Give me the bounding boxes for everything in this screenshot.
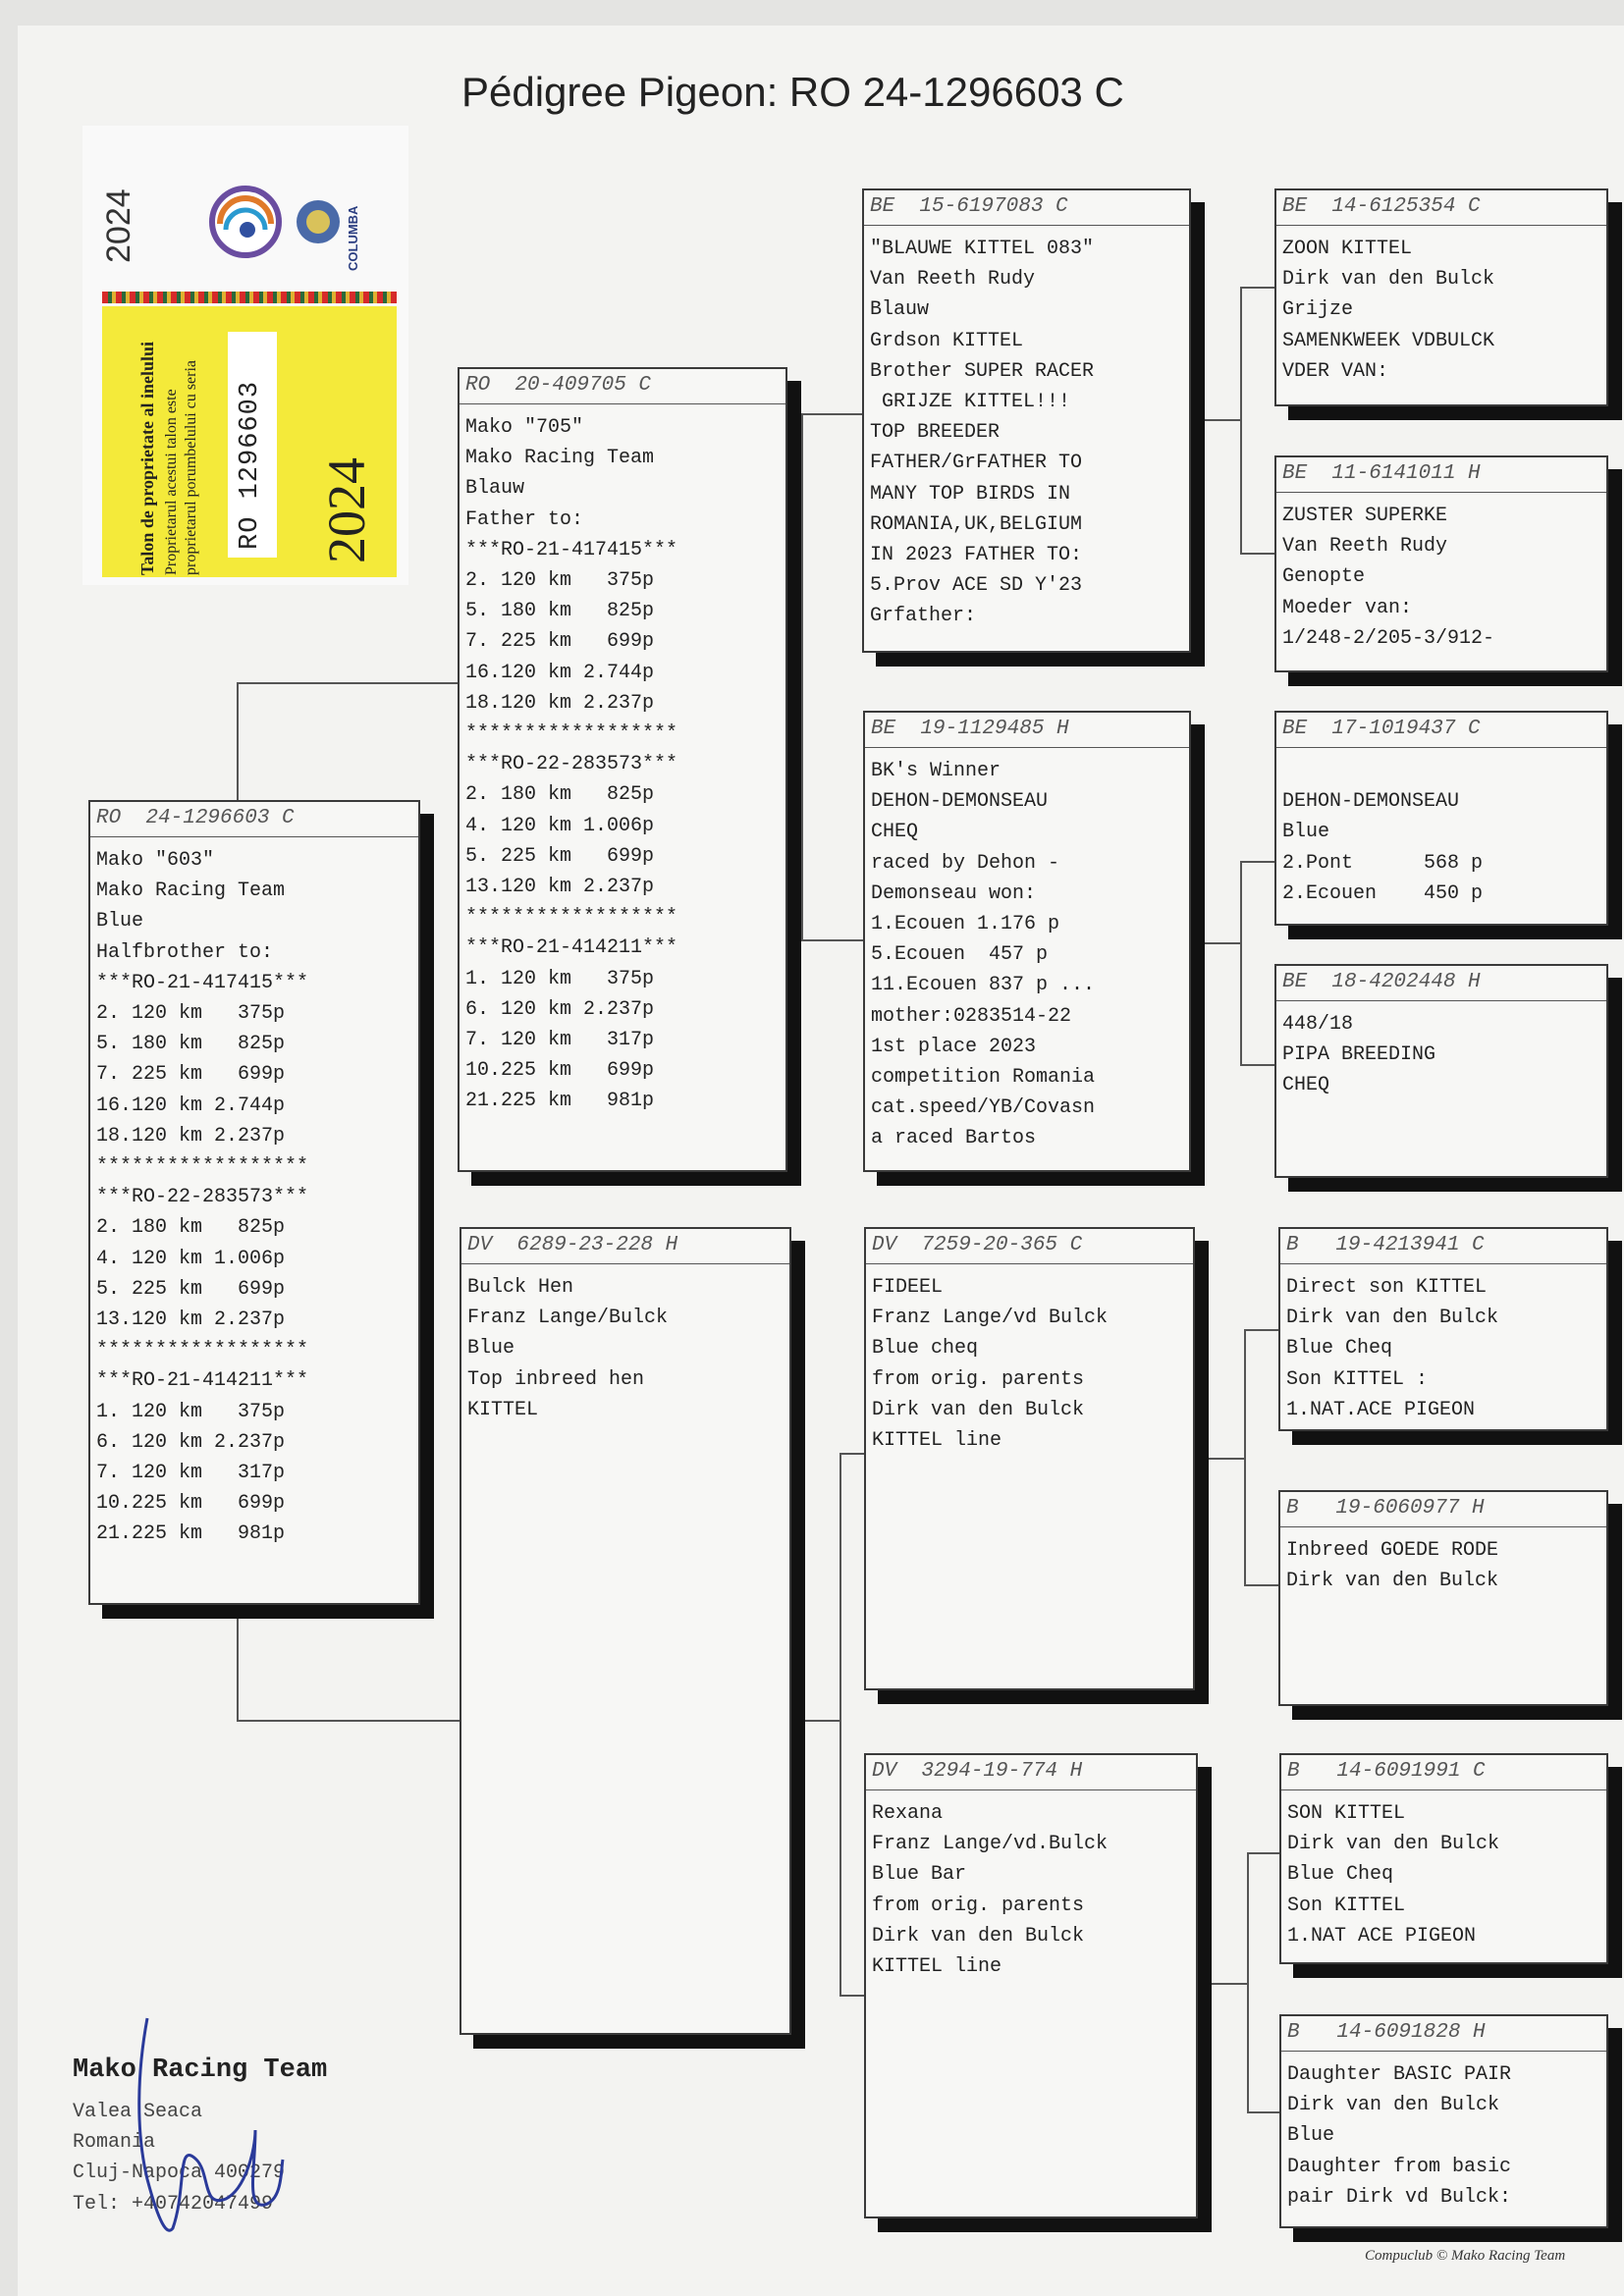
connector-line (839, 1995, 864, 1997)
pedigree-box-dam (460, 1227, 791, 2035)
connector-line (801, 413, 803, 941)
connector-line (237, 1606, 239, 1722)
connector-line (237, 1720, 460, 1722)
pigeon-details: ZOON KITTEL Dirk van den Bulck Grijze SAMENKWEEK VDBULCK VDER VAN: (1282, 238, 1495, 383)
ring-number: B 14-6091991 C (1281, 1755, 1606, 1790)
connector-line (839, 1453, 841, 1997)
connector-line (801, 413, 862, 415)
connector-line (1191, 942, 1240, 944)
breeder-address-line: Cluj-Napoca 400279 (73, 2162, 286, 2184)
ring-number: DV 7259-20-365 C (866, 1229, 1193, 1264)
pedigree-box-dam-sire (864, 1227, 1195, 1690)
connector-line (1198, 1983, 1247, 1985)
connector-line (237, 682, 239, 802)
tag-text-line3: proprietarul porumbelului cu seria (183, 359, 199, 575)
pedigree-box-dam-dam (864, 1753, 1198, 2218)
connector-line (1240, 1064, 1274, 1066)
connector-line (785, 680, 801, 682)
connector-line (1240, 287, 1242, 555)
pedigree-box-sdd (1274, 964, 1608, 1178)
ring-number: RO 24-1296603 C (90, 802, 418, 837)
pigeon-details: Daughter BASIC PAIR Dirk van den Bulck Blue Daughter from basic pair Dirk vd Bulck: (1287, 2063, 1512, 2209)
pedigree-box-dds (1279, 1753, 1608, 1964)
pedigree-box-ssd (1274, 455, 1608, 672)
connector-line (1195, 1458, 1244, 1460)
breeder-name: Mako Racing Team (73, 2056, 328, 2085)
pigeon-details: "BLAUWE KITTEL 083" Van Reeth Rudy Blauw Grdson KITTEL Brother SUPER RACER GRIJZE KITTEL!!! TOP BREEDER FATHER/GrFATHER TO MANY TOP BIRDS IN ROMANIA,UK,BELGIUM IN 2023 FATHER TO: 5.Prov ACE SD Y'23 Grfather: (870, 238, 1095, 628)
ring-number: B 14-6091828 H (1281, 2016, 1606, 2052)
connector-line (1244, 1329, 1278, 1331)
pigeon-details: ZUSTER SUPERKE Van Reeth Rudy Genopte Moeder van: 1/248-2/205-3/912- (1282, 505, 1495, 650)
ring-number: BE 19-1129485 H (865, 713, 1189, 748)
pigeon-details: 448/18 PIPA BREEDING CHEQ (1282, 1013, 1436, 1097)
pedigree-box-ddd (1279, 2014, 1608, 2228)
connector-line (801, 939, 863, 941)
ring-number: BE 11-6141011 H (1276, 457, 1606, 493)
footer-credit: Compuclub © Mako Racing Team (1365, 2248, 1566, 2264)
pedigree-box-sire-sire (862, 188, 1191, 653)
connector-line (1247, 1852, 1249, 2113)
ring-number: B 19-4213941 C (1280, 1229, 1606, 1264)
connector-line (791, 1720, 839, 1722)
pedigree-box-dsd (1278, 1490, 1608, 1706)
pigeon-details: Mako "705" Mako Racing Team Blauw Father to: ***RO-21-417415*** 2. 120 km 375p 5. 180 km 825p 7. 225 km 699p 16.120 km 2.744p 18.120 km 2.237p ****************** ***RO-22-283573*** 2. 180 km 825p 4. 120 km 1.006p 5. 225 km 699p 13.120 km 2.237p ****************** ***RO-21-414211*** 1. 120 km 375p 6. 120 km 2.237p 7. 120 km 317p 10.225 km 699p 21.225 km 981p (465, 416, 678, 1113)
pedigree-box-sds (1274, 711, 1608, 926)
signature-icon (108, 2012, 334, 2238)
pigeon-details: FIDEEL Franz Lange/vd Bulck Blue cheq from orig. parents Dirk van den Bulck KITTEL line (872, 1276, 1109, 1453)
connector-line (1240, 287, 1274, 289)
ring-number: BE 17-1019437 C (1276, 713, 1606, 748)
pedigree-box-subject (88, 800, 420, 1605)
tag-text-line1: Talon de proprietate al inelului (137, 341, 157, 575)
breeder-address-line: Valea Seaca (73, 2101, 203, 2123)
ring-number: RO 20-409705 C (460, 369, 785, 404)
breeder-address-line: Romania (73, 2131, 156, 2154)
pigeon-details: Bulck Hen Franz Lange/Bulck Blue Top inbreed hen KITTEL (467, 1276, 669, 1421)
pigeon-details: SON KITTEL Dirk van den Bulck Blue Cheq Son KITTEL 1.NAT ACE PIGEON (1287, 1802, 1500, 1948)
tag-year-top: 2024 (100, 188, 137, 263)
pigeon-details: Inbreed GOEDE RODE Dirk van den Bulck (1286, 1539, 1499, 1593)
connector-line (237, 682, 459, 684)
pigeon-details: Direct son KITTEL Dirk van den Bulck Blue Cheq Son KITTEL : 1.NAT.ACE PIGEON (1286, 1276, 1499, 1421)
connector-line (1247, 2111, 1279, 2113)
tag-serial: RO 1296603 (236, 380, 265, 550)
pigeon-details: DEHON-DEMONSEAU Blue 2.Pont 568 p 2.Ecouen 450 p (1282, 790, 1484, 905)
ring-number: DV 6289-23-228 H (461, 1229, 789, 1264)
ring-number: B 19-6060977 H (1280, 1492, 1606, 1527)
tag-brand: COLUMBA (346, 205, 360, 271)
connector-line (1191, 419, 1240, 421)
pigeon-details: Mako "603" Mako Racing Team Blue Halfbrother to: ***RO-21-417415*** 2. 120 km 375p 5. 180 km 825p 7. 225 km 699p 16.120 km 2.744p 18.120 km 2.237p ****************** ***RO-22-283573*** 2. 180 km 825p 4. 120 km 1.006p 5. 225 km 699p 13.120 km 2.237p ****************** ***RO-21-414211*** 1. 120 km 375p 6. 120 km 2.237p 7. 120 km 317p 10.225 km 699p 21.225 km 981p (96, 849, 309, 1546)
connector-line (839, 1453, 864, 1455)
ring-number: BE 14-6125354 C (1276, 190, 1606, 226)
tag-year-big: 2024 (317, 457, 376, 563)
breeder-phone: Tel: +40742047499 (73, 2193, 274, 2216)
ring-number: DV 3294-19-774 H (866, 1755, 1196, 1790)
pedigree-box-sire-dam (863, 711, 1191, 1172)
ring-number: BE 18-4202448 H (1276, 966, 1606, 1001)
connector-line (1240, 861, 1274, 863)
columba-logo-icon (198, 173, 346, 271)
tag-color-stripe (102, 292, 397, 303)
pedigree-box-sss (1274, 188, 1608, 406)
pedigree-box-dss (1278, 1227, 1608, 1431)
connector-line (1247, 1852, 1279, 1854)
connector-line (1240, 861, 1242, 1066)
tag-text-line2: Proprietarul acestui talon este (163, 389, 180, 575)
pedigree-box-sire (458, 367, 787, 1172)
pigeon-details: BK's Winner DEHON-DEMONSEAU CHEQ raced by Dehon - Demonseau won: 1.Ecouen 1.176 p 5.Ecouen 457 p 11.Ecouen 837 p ... mother:0283514-22 1st place 2023 competition Romania cat.speed/YB/Covasn a raced Bartos (871, 760, 1096, 1150)
pigeon-details: Rexana Franz Lange/vd.Bulck Blue Bar from orig. parents Dirk van den Bulck KITTEL line (872, 1802, 1109, 1979)
ring-number: BE 15-6197083 C (864, 190, 1189, 226)
connector-line (1240, 553, 1274, 555)
connector-line (1244, 1329, 1246, 1586)
connector-line (1244, 1584, 1278, 1586)
page-title: Pédigree Pigeon: RO 24-1296603 C (461, 69, 1124, 115)
